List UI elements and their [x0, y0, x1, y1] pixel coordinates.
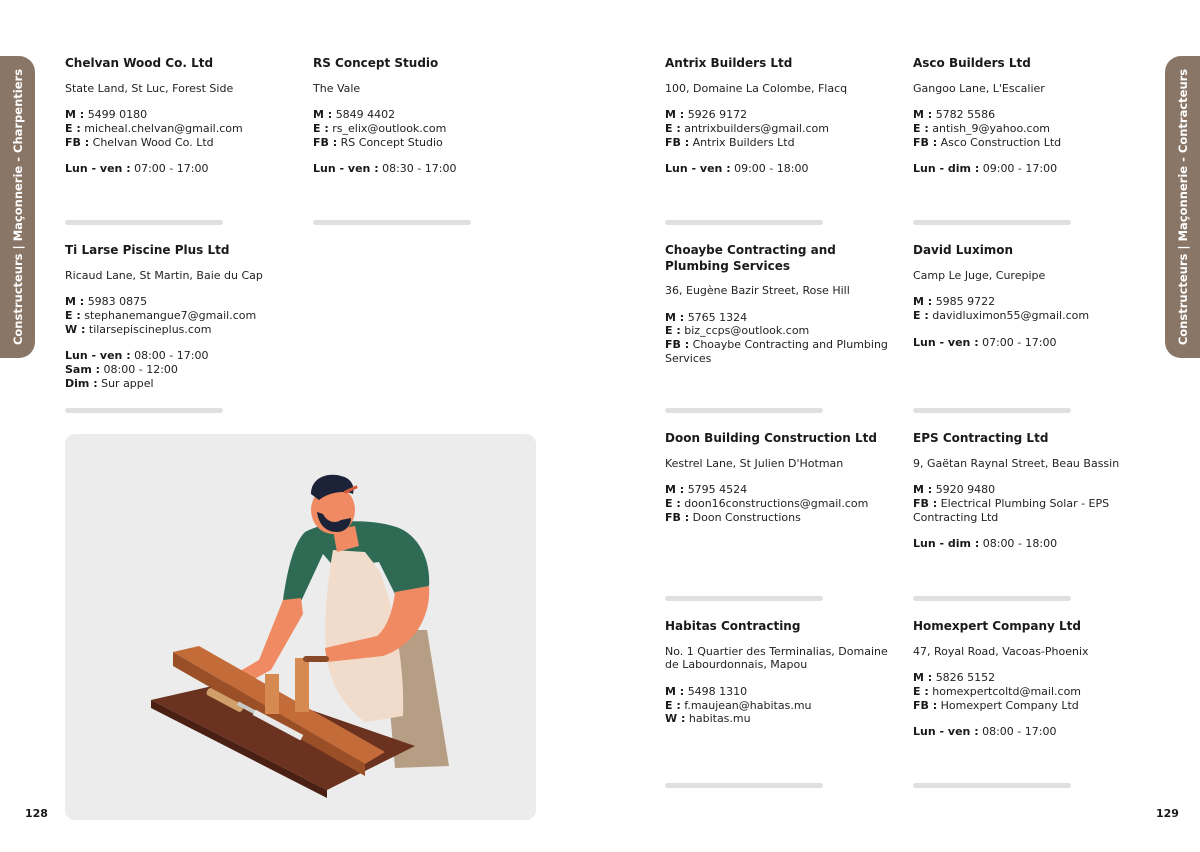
hours-label: Lun - ven : [65, 349, 131, 363]
contact-label: E : [665, 698, 681, 712]
contact-label: E : [913, 121, 929, 135]
contact-value[interactable]: rs_elix@outlook.com [332, 121, 447, 135]
contact-line [913, 685, 1145, 699]
contact-label: E : [313, 121, 329, 135]
contact-value[interactable]: Electrical Plumbing Solar - EPS Contracting Ltd [913, 496, 1110, 524]
hours-label: Sam : [65, 363, 101, 377]
separator [665, 596, 823, 601]
contact-label: M : [665, 310, 685, 324]
contact-value[interactable]: 5826 5152 [935, 671, 996, 685]
hours-value: 08:00 - 17:00 [982, 725, 1057, 739]
contact-value[interactable]: 5849 4402 [335, 108, 396, 122]
contact-value[interactable]: antish_9@yahoo.com [932, 121, 1051, 135]
hours-value: 07:00 - 17:00 [134, 162, 209, 176]
contact-value[interactable]: micheal.chelvan@gmail.com [84, 121, 243, 135]
hours-label: Lun - ven : [65, 162, 131, 176]
company-address: Gangoo Lane, L'Escalier [913, 81, 1045, 95]
side-tab-left [0, 56, 35, 358]
contact-list [913, 671, 1145, 712]
contact-label: FB : [65, 135, 90, 149]
company-name: Antrix Builders Ltd [665, 56, 793, 70]
contact-line [313, 108, 545, 122]
contact-list [665, 108, 897, 149]
hours-line [65, 377, 297, 391]
directory-entry [913, 56, 1145, 176]
contact-list [313, 108, 545, 149]
contact-value[interactable]: habitas.mu [688, 712, 751, 726]
contact-line [65, 108, 297, 122]
contact-line [313, 122, 545, 136]
hours-label: Lun - ven : [913, 335, 979, 349]
hours-value: 09:00 - 18:00 [734, 162, 809, 176]
contact-line [665, 324, 897, 338]
carpenter-illustration [65, 434, 536, 820]
company-address: Kestrel Lane, St Julien D'Hotman [665, 456, 844, 470]
separator [913, 408, 1071, 413]
hours-value: 09:00 - 17:00 [982, 162, 1058, 176]
company-name: Habitas Contracting [665, 619, 801, 633]
company-address: 9, Gaëtan Raynal Street, Beau Bassin [913, 456, 1120, 470]
page-number-left: 128 [25, 807, 48, 820]
hours-line [913, 162, 1145, 176]
hours-value: 08:00 - 12:00 [103, 363, 178, 377]
contact-value[interactable]: 5983 0875 [87, 295, 148, 309]
contact-list [665, 685, 897, 726]
hours-line [913, 725, 1145, 739]
contact-value[interactable]: 5985 9722 [935, 295, 996, 309]
contact-label: M : [665, 684, 685, 698]
contact-value[interactable]: davidluximon55@gmail.com [932, 308, 1090, 322]
directory-entry [665, 243, 897, 366]
directory-entry [913, 431, 1145, 551]
contact-label: E : [913, 684, 929, 698]
contact-value[interactable]: 5499 0180 [87, 108, 148, 122]
contact-line [665, 108, 897, 122]
contact-value[interactable]: Choaybe Contracting and Plumbing Services [665, 338, 888, 365]
contact-line [665, 338, 897, 365]
contact-line [313, 136, 545, 150]
company-address: The Vale [313, 81, 361, 95]
contact-line [913, 136, 1145, 150]
opening-hours [913, 162, 1145, 176]
company-address: 36, Eugène Bazir Street, Rose Hill [665, 284, 850, 297]
contact-value[interactable]: 5926 9172 [687, 108, 748, 122]
hours-label: Lun - ven : [913, 725, 979, 739]
directory-entry [665, 619, 897, 726]
contact-label: FB : [913, 496, 938, 510]
contact-list [913, 295, 1145, 322]
contact-list [65, 295, 297, 336]
contact-value[interactable]: antrixbuilders@gmail.com [684, 121, 829, 135]
contact-value[interactable]: 5920 9480 [935, 483, 996, 497]
contact-value[interactable]: 5795 4524 [687, 483, 748, 497]
hours-value: 08:00 - 17:00 [134, 349, 209, 363]
company-name: Ti Larse Piscine Plus Ltd [65, 243, 230, 257]
company-name: Homexpert Company Ltd [913, 619, 1081, 633]
contact-line [665, 685, 897, 699]
separator [913, 783, 1071, 788]
contact-list [665, 483, 897, 524]
company-name: Doon Building Construction Ltd [665, 431, 877, 445]
company-name: David Luximon [913, 243, 1014, 257]
opening-hours [313, 162, 545, 176]
page-number-right: 129 [1156, 807, 1179, 820]
hours-line [65, 162, 297, 176]
contact-label: W : [665, 712, 686, 726]
contact-label: FB : [665, 135, 690, 149]
contact-line [665, 511, 897, 525]
separator [665, 408, 823, 413]
opening-hours [913, 537, 1145, 551]
contact-line [65, 295, 297, 309]
separator [913, 220, 1071, 225]
contact-label: M : [913, 108, 933, 122]
contact-label: W : [65, 322, 86, 336]
directory-entry [313, 56, 545, 176]
contact-line [913, 122, 1145, 136]
contact-line [65, 323, 297, 337]
contact-label: E : [65, 121, 81, 135]
directory-entry [65, 243, 297, 390]
contact-value[interactable]: Antrix Builders Ltd [692, 135, 795, 149]
hours-label: Lun - dim : [913, 162, 980, 176]
directory-entry [665, 56, 897, 176]
company-name: EPS Contracting Ltd [913, 431, 1049, 445]
contact-label: M : [65, 295, 85, 309]
side-tab-right [1165, 56, 1200, 358]
contact-line [65, 136, 297, 150]
contact-line [913, 309, 1145, 323]
contact-label: FB : [665, 338, 690, 352]
contact-label: M : [313, 108, 333, 122]
company-address: State Land, St Luc, Forest Side [65, 81, 234, 95]
contact-label: M : [913, 295, 933, 309]
contact-line [65, 122, 297, 136]
contact-list [913, 108, 1145, 149]
separator [65, 220, 223, 225]
hours-label: Lun - ven : [313, 162, 379, 176]
contact-label: FB : [913, 698, 938, 712]
side-tab-right-label: Constructeurs | Maçonnerie - Contracteurs [1175, 68, 1190, 346]
contact-value[interactable]: stephanemangue7@gmail.com [84, 308, 257, 322]
separator [65, 408, 223, 413]
carpenter-illustration-svg [65, 434, 536, 820]
contact-value[interactable]: Homexpert Company Ltd [940, 698, 1079, 712]
opening-hours [913, 336, 1145, 350]
contact-value[interactable]: Asco Construction Ltd [940, 135, 1062, 149]
contact-line [913, 699, 1145, 713]
directory-entry [665, 431, 897, 524]
contact-value[interactable]: doon16constructions@gmail.com [684, 496, 869, 510]
contact-line [665, 712, 897, 726]
contact-label: E : [665, 324, 681, 338]
directory-entry [913, 243, 1145, 349]
contact-line [665, 483, 897, 497]
contact-line [665, 136, 897, 150]
contact-value[interactable]: tilarsepiscineplus.com [88, 322, 212, 336]
hours-label: Lun - ven : [665, 162, 731, 176]
hours-value: 08:30 - 17:00 [382, 162, 457, 176]
contact-value[interactable]: Chelvan Wood Co. Ltd [92, 135, 214, 149]
contact-label: E : [665, 121, 681, 135]
hours-line [913, 537, 1145, 551]
hours-value: 08:00 - 18:00 [982, 537, 1058, 551]
contact-line [665, 122, 897, 136]
contact-label: M : [665, 108, 685, 122]
hours-label: Dim : [65, 376, 98, 390]
opening-hours [913, 725, 1145, 739]
hours-line [913, 336, 1145, 350]
company-address: Camp Le Juge, Curepipe [913, 268, 1046, 282]
contact-value[interactable]: biz_ccps@outlook.com [684, 324, 810, 338]
contact-label: FB : [913, 135, 938, 149]
contact-label: M : [665, 483, 685, 497]
contact-line [913, 497, 1145, 524]
contact-label: E : [913, 308, 929, 322]
hours-line [65, 349, 297, 363]
hours-label: Lun - dim : [913, 537, 980, 551]
contact-list [65, 108, 297, 149]
contact-label: FB : [665, 510, 690, 524]
contact-line [665, 699, 897, 713]
hours-value: Sur appel [101, 376, 154, 390]
contact-value[interactable]: RS Concept Studio [340, 135, 443, 149]
opening-hours [65, 162, 297, 176]
opening-hours [665, 162, 897, 176]
separator [665, 783, 823, 788]
contact-line [665, 497, 897, 511]
contact-line [913, 671, 1145, 685]
opening-hours [65, 349, 297, 390]
contact-label: E : [65, 308, 81, 322]
contact-line [665, 311, 897, 325]
contact-line [913, 483, 1145, 497]
company-address: Ricaud Lane, St Martin, Baie du Cap [65, 268, 263, 282]
company-name: Chelvan Wood Co. Ltd [65, 56, 214, 70]
hours-value: 07:00 - 17:00 [982, 335, 1057, 349]
company-address: 100, Domaine La Colombe, Flacq [665, 81, 848, 95]
contact-line [913, 108, 1145, 122]
hours-line [65, 363, 297, 377]
separator [313, 220, 471, 225]
hours-line [665, 162, 897, 176]
contact-label: M : [913, 483, 933, 497]
contact-value[interactable]: 5765 1324 [687, 310, 748, 324]
contact-list [913, 483, 1145, 524]
contact-label: M : [65, 108, 85, 122]
contact-label: E : [665, 496, 681, 510]
company-name: Choaybe Contracting and Plumbing Services [665, 243, 836, 273]
directory-entry [65, 56, 297, 176]
company-address: No. 1 Quartier des Terminalias, Domaine de Labourdonnais, Mapou [665, 644, 888, 672]
contact-value[interactable]: f.maujean@habitas.mu [684, 698, 812, 712]
contact-value[interactable]: 5782 5586 [935, 108, 996, 122]
contact-line [913, 295, 1145, 309]
contact-label: FB : [313, 135, 338, 149]
separator [913, 596, 1071, 601]
side-tab-left-label: Constructeurs | Maçonnerie - Charpentiers [10, 68, 25, 346]
hours-line [313, 162, 545, 176]
contact-line [65, 309, 297, 323]
contact-value[interactable]: 5498 1310 [687, 684, 748, 698]
contact-list [665, 311, 897, 366]
company-name: RS Concept Studio [313, 56, 439, 70]
company-address: 47, Royal Road, Vacoas-Phoenix [913, 644, 1089, 658]
separator [665, 220, 823, 225]
contact-value[interactable]: homexpertcoltd@mail.com [932, 684, 1082, 698]
contact-value[interactable]: Doon Constructions [692, 510, 801, 524]
directory-entry [913, 619, 1145, 739]
contact-label: M : [913, 671, 933, 685]
company-name: Asco Builders Ltd [913, 56, 1031, 70]
